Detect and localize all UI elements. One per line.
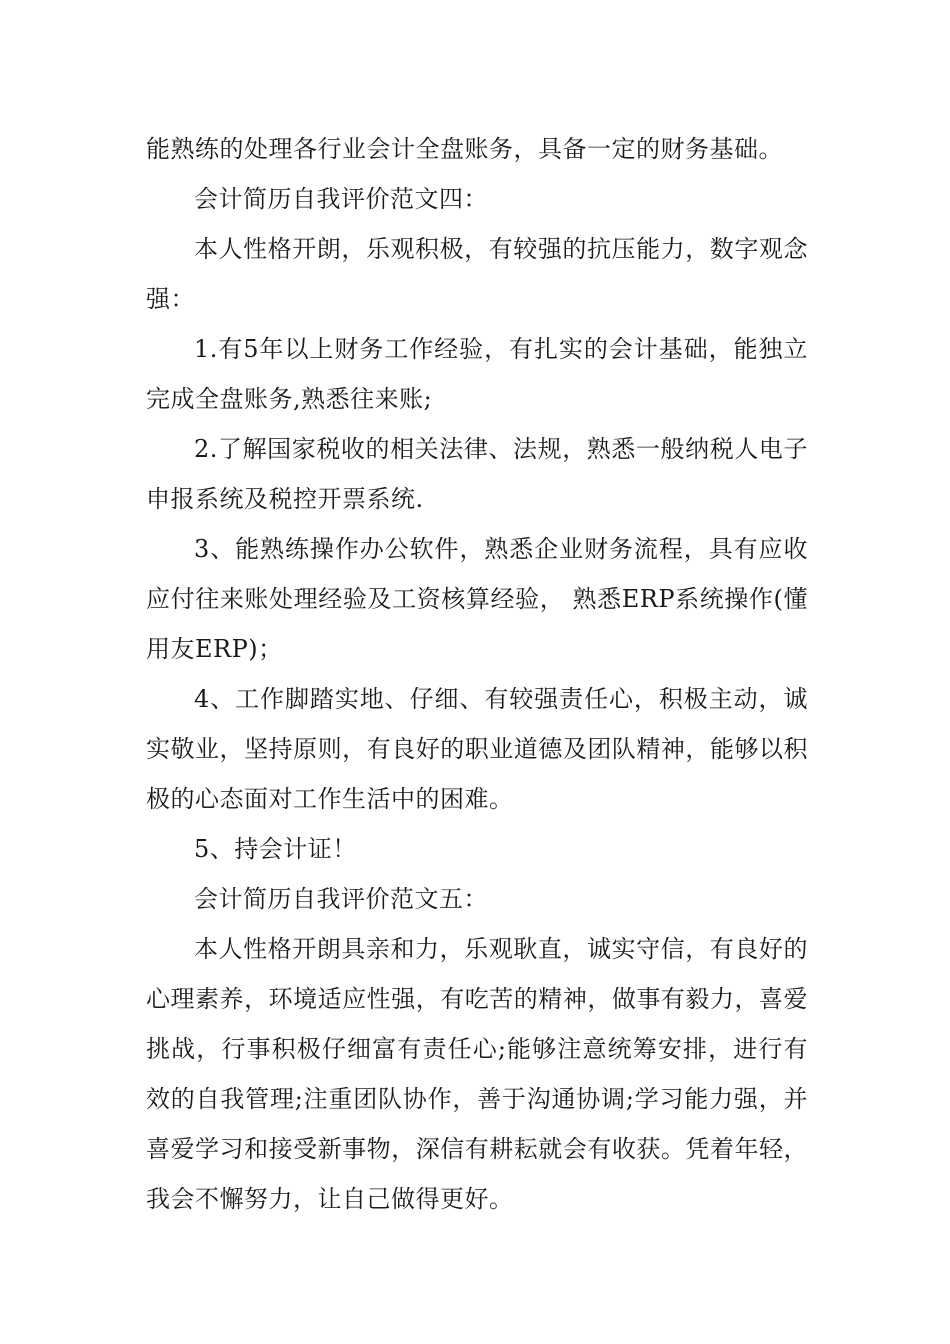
list-item-1: 1.有5年以上财务工作经验，有扎实的会计基础，能独立完成全盘账务,熟悉往来账; — [146, 335, 808, 413]
list-item-4: 4、工作脚踏实地、仔细、有较强责任心，积极主动，诚实敬业，坚持原则，有良好的职业道德及团队精神，能够以积极的心态面对工作生活中的困难。 — [146, 685, 808, 813]
list-item-5: 5、持会计证！ — [194, 835, 357, 863]
document-body — [146, 124, 808, 1224]
paragraph-10: 本人性格开朗具亲和力，乐观耿直，诚实守信，有良好的心理素养，环境适应性强，有吃苦的精神，做事有毅力，喜爱挑战，行事积极仔细富有责任心;能够注意统筹安排，进行有效的自我管理;注重团队协作，善于沟通协调;学习能力强，并喜爱学习和接受新事物，深信有耕耘就会有收获。凭着年轻，我会不懈努力，让自己做得更好。 — [146, 935, 808, 1213]
heading-sample-five: 会计简历自我评价范文五： — [194, 885, 488, 913]
paragraph-1: 能熟练的处理各行业会计全盘账务，具备一定的财务基础。 — [146, 135, 783, 163]
list-item-3: 3、能熟练操作办公软件，熟悉企业财务流程，具有应收应付往来账处理经验及工资核算经验， 熟悉ERP系统操作(懂用友ERP)； — [146, 535, 808, 663]
heading-sample-four: 会计简历自我评价范文四： — [194, 185, 488, 213]
list-item-2: 2.了解国家税收的相关法律、法规，熟悉一般纳税人电子申报系统及税控开票系统. — [146, 435, 808, 513]
paragraph-3: 本人性格开朗，乐观积极，有较强的抗压能力，数字观念强： — [146, 235, 808, 313]
